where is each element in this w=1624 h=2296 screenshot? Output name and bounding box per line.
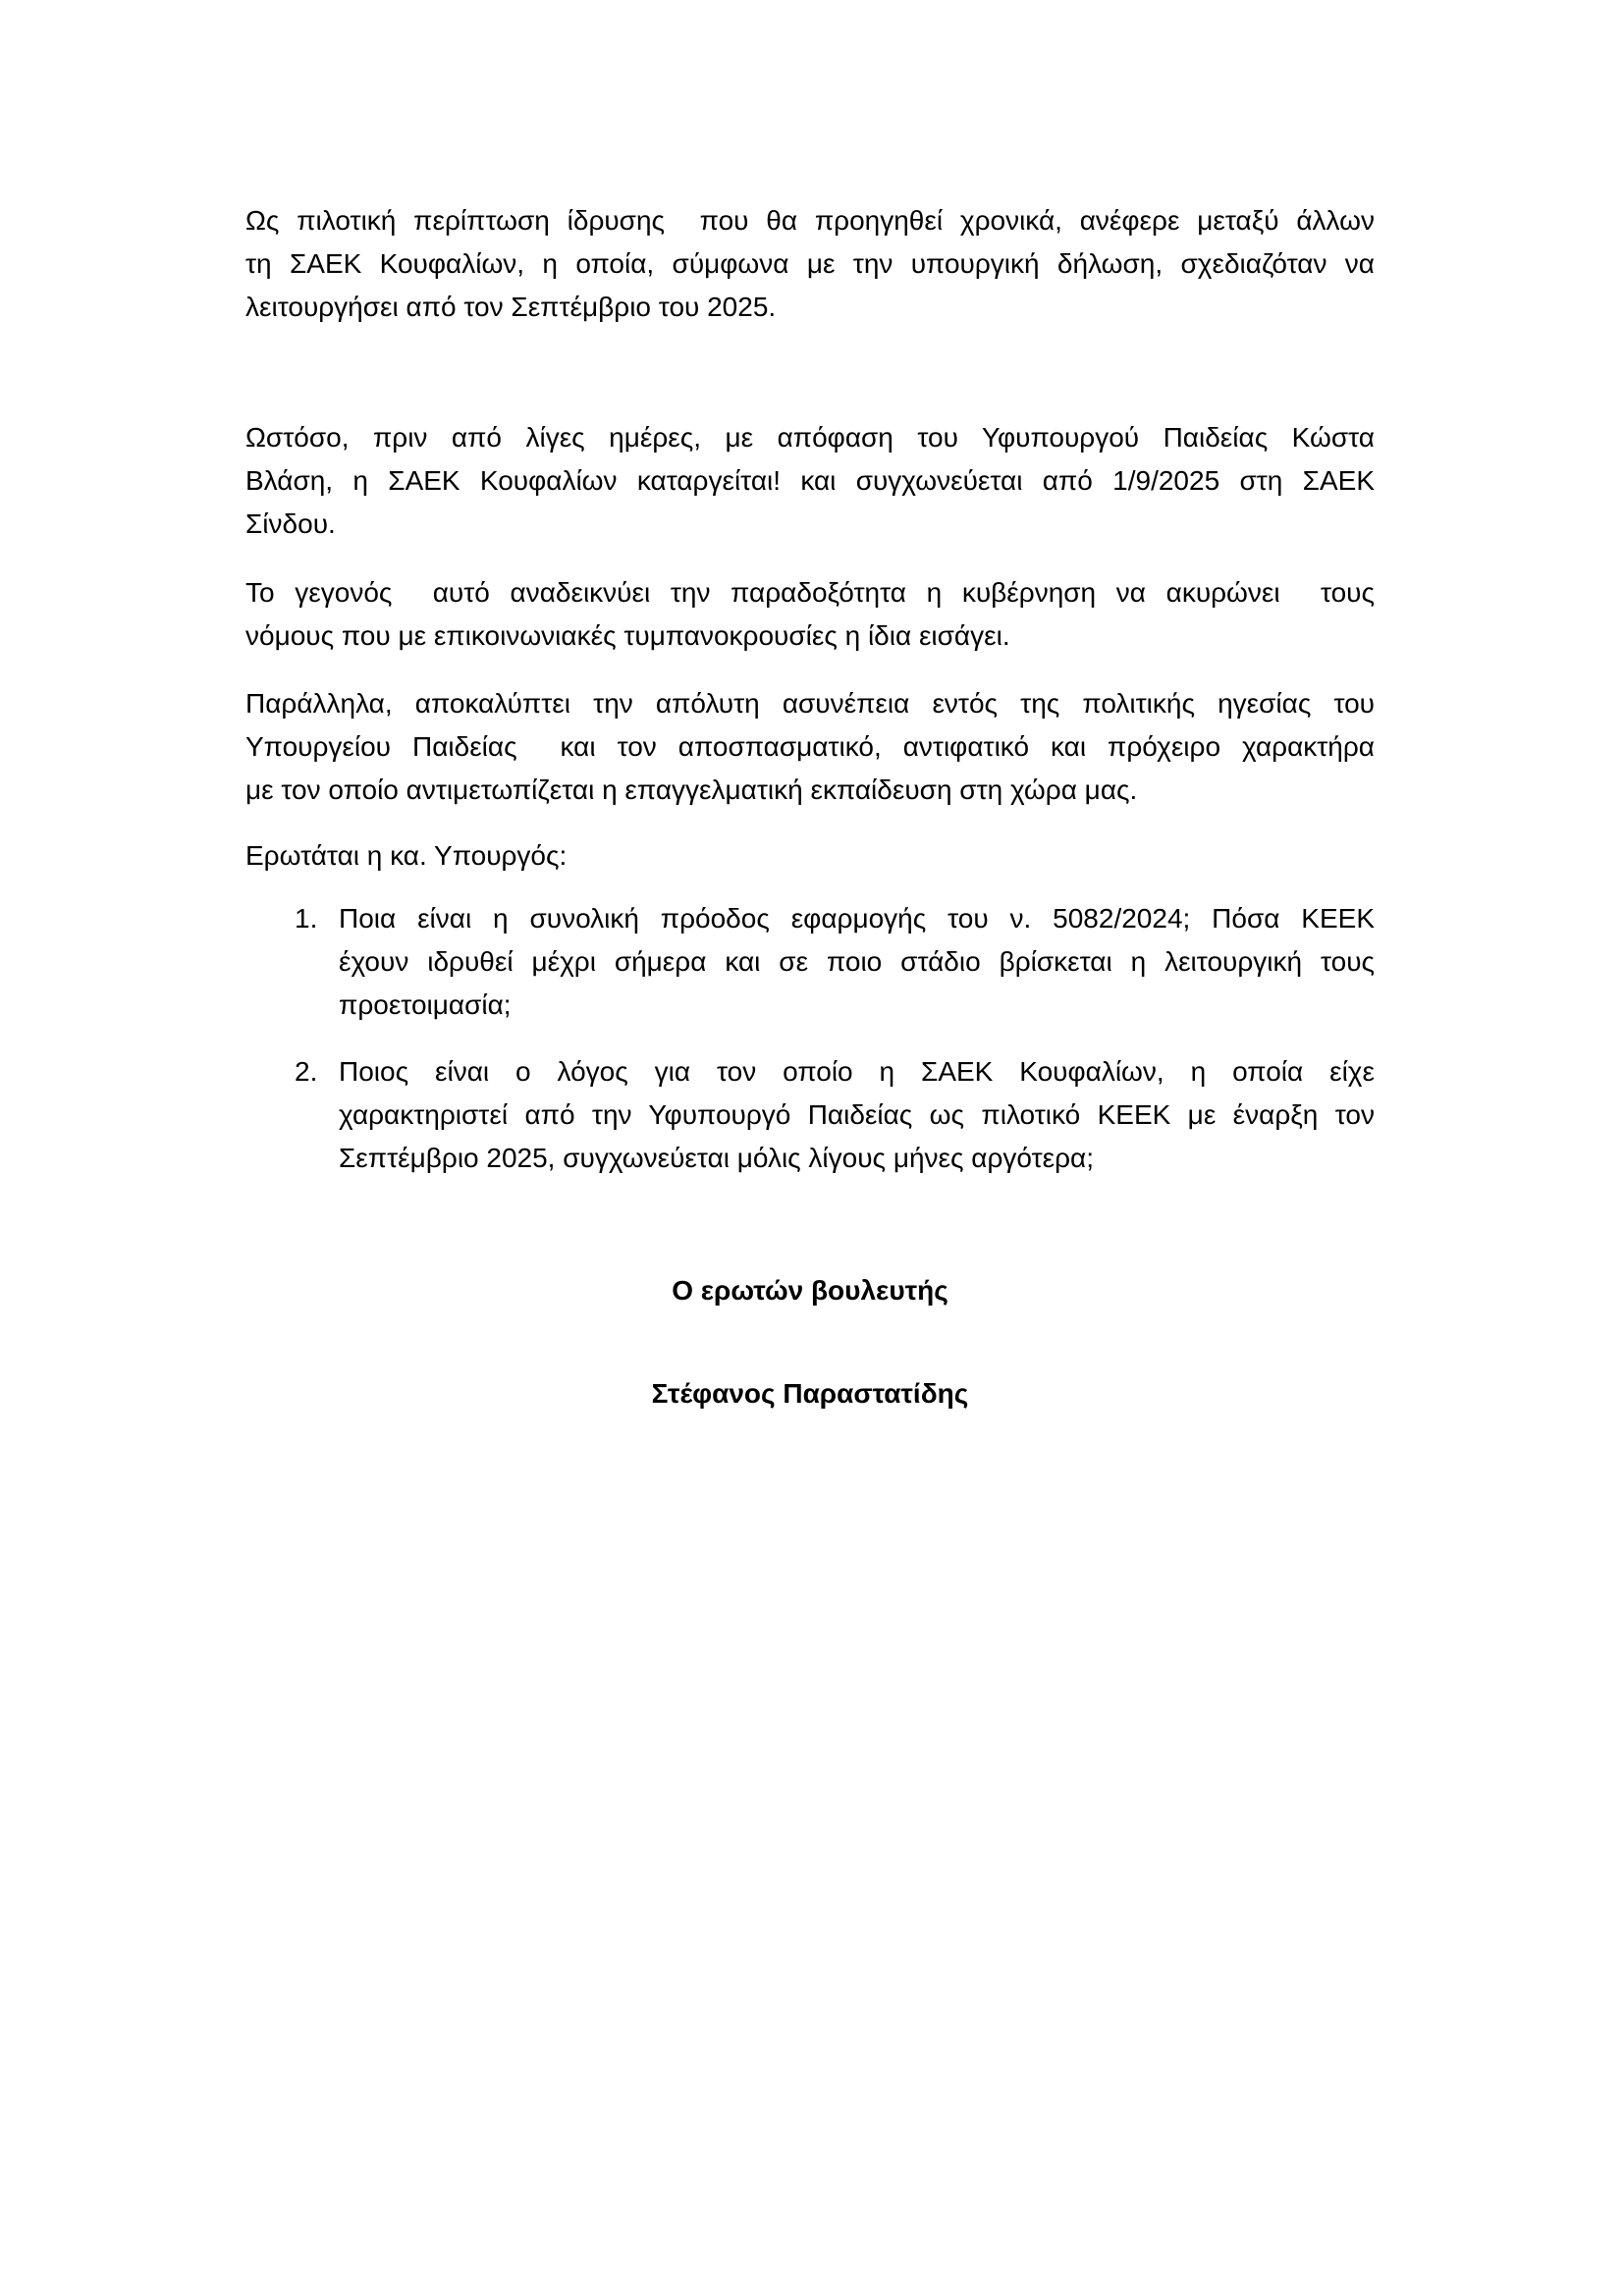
text-line: Βλάση, η ΣΑΕΚ Κουφαλίων καταργείται! και συγχωνεύεται από 1/9/2025 στη ΣΑΕΚ: [245, 465, 1375, 496]
question-text: [339, 897, 1375, 1027]
text-line: προετοιμασία;: [339, 989, 512, 1020]
text-line: Παράλληλα, αποκαλύπτει την απόλυτη ασυνέπεια εντός της πολιτικής ηγεσίας του: [245, 688, 1375, 719]
paragraph-pilot-case: [245, 199, 1375, 329]
signature-role: Ο ερωτών βουλευτής: [672, 1275, 948, 1306]
question-item-1: [245, 897, 1375, 1027]
text-line: Το γεγονός αυτό αναδεικνύει την παραδοξότητα η κυβέρνηση να ακυρώνει τους: [245, 577, 1375, 608]
paragraph-paradox: [245, 571, 1375, 658]
text-line: έχουν ιδρυθεί μέχρι σήμερα και σε ποιο στάδιο βρίσκεται η λειτουργική τους: [339, 946, 1375, 977]
text-line: με τον οποίο αντιμετωπίζεται η επαγγελματική εκπαίδευση στη χώρα μας.: [245, 774, 1138, 805]
question-prompt: [245, 834, 1375, 878]
text-line: Σίνδου.: [245, 508, 336, 539]
document-body: [245, 199, 1375, 1415]
text-line: Ως πιλοτική περίπτωση ίδρυσης που θα προηγηθεί χρονικά, ανέφερε μεταξύ άλλων: [245, 205, 1375, 236]
text-line: Ερωτάται η κα. Υπουργός:: [245, 840, 568, 871]
text-line: Ποια είναι η συνολική πρόοδος εφαρμογής του ν. 5082/2024; Πόσα ΚΕΕΚ: [339, 903, 1375, 934]
text-line: Σεπτέμβριο 2025, συγχωνεύεται μόλις λίγους μήνες αργότερα;: [339, 1143, 1095, 1173]
list-number: 1.: [295, 903, 318, 934]
text-line: χαρακτηριστεί από την Υφυπουργό Παιδείας ως πιλοτικό ΚΕΕΚ με έναρξη τον: [339, 1099, 1375, 1130]
paragraph-abolition: [245, 416, 1375, 546]
text-line: Ποιος είναι ο λόγος για τον οποίο η ΣΑΕΚ Κουφαλίων, η οποία είχε: [339, 1056, 1375, 1087]
signature-name: Στέφανος Παραστατίδης: [651, 1378, 969, 1409]
text-line: Υπουργείου Παιδείας και τον αποσπασματικό, αντιφατικό και πρόχειρο χαρακτήρα: [245, 731, 1375, 762]
paragraph-inconsistency: [245, 682, 1375, 812]
text-line: τη ΣΑΕΚ Κουφαλίων, η οποία, σύμφωνα με την υπουργική δήλωση, σχεδιαζόταν να: [245, 248, 1375, 279]
text-line: Ωστόσο, πριν από λίγες ημέρες, με απόφαση του Υφυπουργού Παιδείας Κώστα: [245, 422, 1375, 453]
text-line: νόμους που με επικοινωνιακές τυμπανοκρουσίες η ίδια εισάγει.: [245, 620, 1010, 651]
text-line: λειτουργήσει από τον Σεπτέμβριο του 2025.: [245, 292, 777, 322]
question-item-2: [245, 1050, 1375, 1180]
question-text: [339, 1050, 1375, 1180]
list-number: 2.: [295, 1056, 318, 1087]
